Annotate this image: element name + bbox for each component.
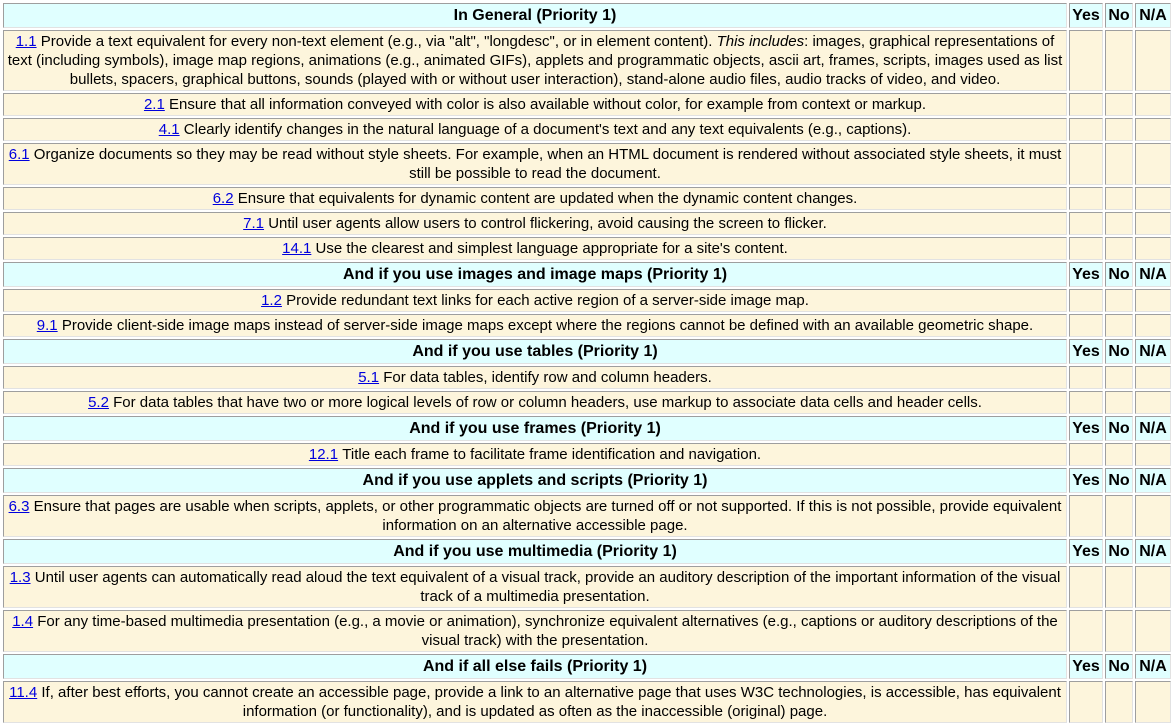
yes-column-header: Yes (1069, 468, 1103, 493)
section-title: And if you use applets and scripts (Priority 1) (3, 468, 1067, 493)
checkpoint-link[interactable]: 5.2 (88, 394, 109, 411)
checkpoint-cell (3, 391, 1067, 414)
na-cell (1135, 143, 1171, 185)
no-cell (1105, 366, 1133, 389)
na-column-header: N/A (1135, 654, 1171, 679)
no-cell (1105, 681, 1133, 723)
checkpoint-link[interactable]: 4.1 (158, 121, 180, 138)
checkpoint-row (3, 391, 1171, 414)
checkpoint-link[interactable]: 5.1 (358, 369, 380, 386)
checkpoint-cell (3, 495, 1067, 537)
checkpoint-text: For any time-based multimedia presentation (e.g., a movie or animation), synchronize equivalent alternatives (e.g., captions or auditory descriptions of the visual track) with the presentation. (37, 613, 1058, 649)
checkpoint-text: Organize documents so they may be read without style sheets. For example, when an HTML document is rendered without associated style sheets, it must still be possible to read the document. (33, 146, 1062, 182)
checkpoint-text: Ensure that equivalents for dynamic content are updated when the dynamic content changes. (237, 190, 858, 207)
yes-column-header: Yes (1069, 3, 1103, 28)
no-column-header: No (1105, 468, 1133, 493)
na-cell (1135, 212, 1171, 235)
section-title: And if you use multimedia (Priority 1) (3, 539, 1067, 564)
no-cell (1105, 187, 1133, 210)
wcag-checklist-table (1, 1, 1173, 725)
checkpoint-row (3, 212, 1171, 235)
yes-cell (1069, 237, 1103, 260)
checkpoint-text: For data tables, identify row and column headers. (383, 369, 712, 386)
no-cell (1105, 566, 1133, 608)
checkpoint-text: For data tables that have two or more logical levels of row or column headers, use markup to associate data cells and header cells. (113, 394, 982, 411)
na-cell (1135, 30, 1171, 91)
no-column-header: No (1105, 3, 1133, 28)
checkpoint-cell (3, 366, 1067, 389)
checkpoint-text: Use the clearest and simplest language appropriate for a site's content. (315, 240, 788, 257)
checkpoint-text: Provide redundant text links for each active region of a server-side image map. (286, 292, 809, 309)
yes-cell (1069, 30, 1103, 91)
checkpoint-row (3, 143, 1171, 185)
checkpoint-cell (3, 314, 1067, 337)
yes-column-header: Yes (1069, 416, 1103, 441)
checkpoint-link[interactable]: 6.3 (8, 498, 30, 515)
section-header-row (3, 539, 1171, 564)
yes-cell (1069, 566, 1103, 608)
yes-column-header: Yes (1069, 539, 1103, 564)
na-column-header: N/A (1135, 416, 1171, 441)
section-title: And if all else fails (Priority 1) (3, 654, 1067, 679)
no-column-header: No (1105, 339, 1133, 364)
checkpoint-link[interactable]: 1.4 (12, 613, 34, 630)
no-cell (1105, 212, 1133, 235)
checkpoint-cell (3, 30, 1067, 91)
checkpoint-cell (3, 289, 1067, 312)
checkpoint-link[interactable]: 1.1 (15, 33, 37, 50)
checkpoint-cell (3, 237, 1067, 260)
checkpoint-link[interactable]: 2.1 (143, 96, 165, 113)
no-cell (1105, 93, 1133, 116)
checkpoint-text: Ensure that pages are usable when scripts, applets, or other programmatic objects are turned off or not supported. If this is not possible, provide equivalent information on an alternative accessible page. (33, 498, 1062, 534)
checkpoint-row (3, 366, 1171, 389)
checkpoint-text: Title each frame to facilitate frame identification and navigation. (342, 446, 762, 463)
checkpoint-text: : images, graphical representations of text (including symbols), image map regions, animations (e.g., animated GIFs), applets and programmatic objects, ascii art, frames, scripts, images used as list bullets, spacers, graphical buttons, sounds (played with or without user interaction), stand-alone audio files, audio tracks of video, and video. (7, 33, 1063, 88)
no-cell (1105, 391, 1133, 414)
yes-cell (1069, 681, 1103, 723)
na-cell (1135, 495, 1171, 537)
no-column-header: No (1105, 262, 1133, 287)
checkpoint-row (3, 566, 1171, 608)
na-cell (1135, 681, 1171, 723)
no-cell (1105, 443, 1133, 466)
na-cell (1135, 391, 1171, 414)
no-cell (1105, 143, 1133, 185)
checkpoint-cell (3, 681, 1067, 723)
section-title: And if you use frames (Priority 1) (3, 416, 1067, 441)
no-cell (1105, 237, 1133, 260)
checkpoint-text: Provide client-side image maps instead of server-side image maps except where the regions cannot be defined with an available geometric shape. (61, 317, 1034, 334)
section-header-row (3, 3, 1171, 28)
section-title: And if you use tables (Priority 1) (3, 339, 1067, 364)
no-cell (1105, 495, 1133, 537)
no-column-header: No (1105, 539, 1133, 564)
checkpoint-link[interactable]: 12.1 (308, 446, 339, 463)
section-title: And if you use images and image maps (Priority 1) (3, 262, 1067, 287)
checkpoint-row (3, 610, 1171, 652)
checkpoint-cell (3, 566, 1067, 608)
yes-column-header: Yes (1069, 339, 1103, 364)
checkpoint-row (3, 237, 1171, 260)
section-header-row (3, 416, 1171, 441)
checkpoint-link[interactable]: 6.2 (212, 190, 234, 207)
na-cell (1135, 443, 1171, 466)
na-column-header: N/A (1135, 339, 1171, 364)
section-header-row (3, 654, 1171, 679)
na-cell (1135, 187, 1171, 210)
checkpoint-text: Until user agents allow users to control flickering, avoid causing the screen to flicker. (268, 215, 827, 232)
checkpoint-cell (3, 118, 1067, 141)
yes-cell (1069, 391, 1103, 414)
na-cell (1135, 314, 1171, 337)
checkpoint-cell (3, 443, 1067, 466)
no-cell (1105, 314, 1133, 337)
yes-cell (1069, 314, 1103, 337)
section-title: In General (Priority 1) (3, 3, 1067, 28)
no-cell (1105, 289, 1133, 312)
yes-cell (1069, 143, 1103, 185)
checkpoint-row (3, 118, 1171, 141)
checkpoint-row (3, 289, 1171, 312)
checkpoint-text: Clearly identify changes in the natural language of a document's text and any text equivalents (e.g., captions). (183, 121, 912, 138)
no-column-header: No (1105, 416, 1133, 441)
checkpoint-cell (3, 187, 1067, 210)
na-cell (1135, 118, 1171, 141)
checkpoint-link[interactable]: 14.1 (282, 240, 312, 257)
checkpoint-text: Provide a text equivalent for every non-text element (e.g., via "alt", "longdesc", or in element content). (40, 33, 717, 50)
yes-cell (1069, 212, 1103, 235)
checkpoint-row (3, 30, 1171, 91)
checkpoint-link[interactable]: 7.1 (243, 215, 265, 232)
na-column-header: N/A (1135, 468, 1171, 493)
checkpoint-row (3, 93, 1171, 116)
yes-column-header: Yes (1069, 654, 1103, 679)
na-cell (1135, 366, 1171, 389)
na-cell (1135, 93, 1171, 116)
checkpoint-text: Ensure that all information conveyed with color is also available without color, for example from context or markup. (169, 96, 927, 113)
no-column-header: No (1105, 654, 1133, 679)
section-header-row (3, 468, 1171, 493)
no-cell (1105, 610, 1133, 652)
checkpoint-cell (3, 212, 1067, 235)
checkpoint-cell (3, 143, 1067, 185)
checkpoint-text-italic: This includes (716, 33, 805, 50)
section-header-row (3, 262, 1171, 287)
no-cell (1105, 118, 1133, 141)
na-column-header: N/A (1135, 3, 1171, 28)
checkpoint-row (3, 681, 1171, 723)
checkpoint-link[interactable]: 9.1 (36, 317, 58, 334)
yes-cell (1069, 610, 1103, 652)
yes-column-header: Yes (1069, 262, 1103, 287)
na-column-header: N/A (1135, 539, 1171, 564)
checkpoint-link[interactable]: 1.2 (261, 292, 282, 309)
checkpoint-row (3, 314, 1171, 337)
yes-cell (1069, 366, 1103, 389)
yes-cell (1069, 495, 1103, 537)
yes-cell (1069, 93, 1103, 116)
yes-cell (1069, 187, 1103, 210)
checkpoint-text: Until user agents can automatically read aloud the text equivalent of a visual track, provide an auditory description of the important information of the visual track of a multimedia presentation. (34, 569, 1061, 605)
section-header-row (3, 339, 1171, 364)
na-cell (1135, 566, 1171, 608)
checkpoint-link[interactable]: 1.3 (9, 569, 31, 586)
checkpoint-link[interactable]: 6.1 (8, 146, 30, 163)
yes-cell (1069, 289, 1103, 312)
na-cell (1135, 289, 1171, 312)
na-cell (1135, 610, 1171, 652)
na-cell (1135, 237, 1171, 260)
na-column-header: N/A (1135, 262, 1171, 287)
checkpoint-cell (3, 93, 1067, 116)
yes-cell (1069, 118, 1103, 141)
checkpoint-row (3, 187, 1171, 210)
checkpoint-row (3, 443, 1171, 466)
yes-cell (1069, 443, 1103, 466)
no-cell (1105, 30, 1133, 91)
checkpoint-text: If, after best efforts, you cannot create an accessible page, provide a link to an alternative page that uses W3C technologies, is accessible, has equivalent information (or functionality), and is updated as often as the inaccessible (original) page. (41, 684, 1061, 720)
checkpoint-cell (3, 610, 1067, 652)
checkpoint-row (3, 495, 1171, 537)
checkpoint-link[interactable]: 11.4 (9, 684, 38, 701)
